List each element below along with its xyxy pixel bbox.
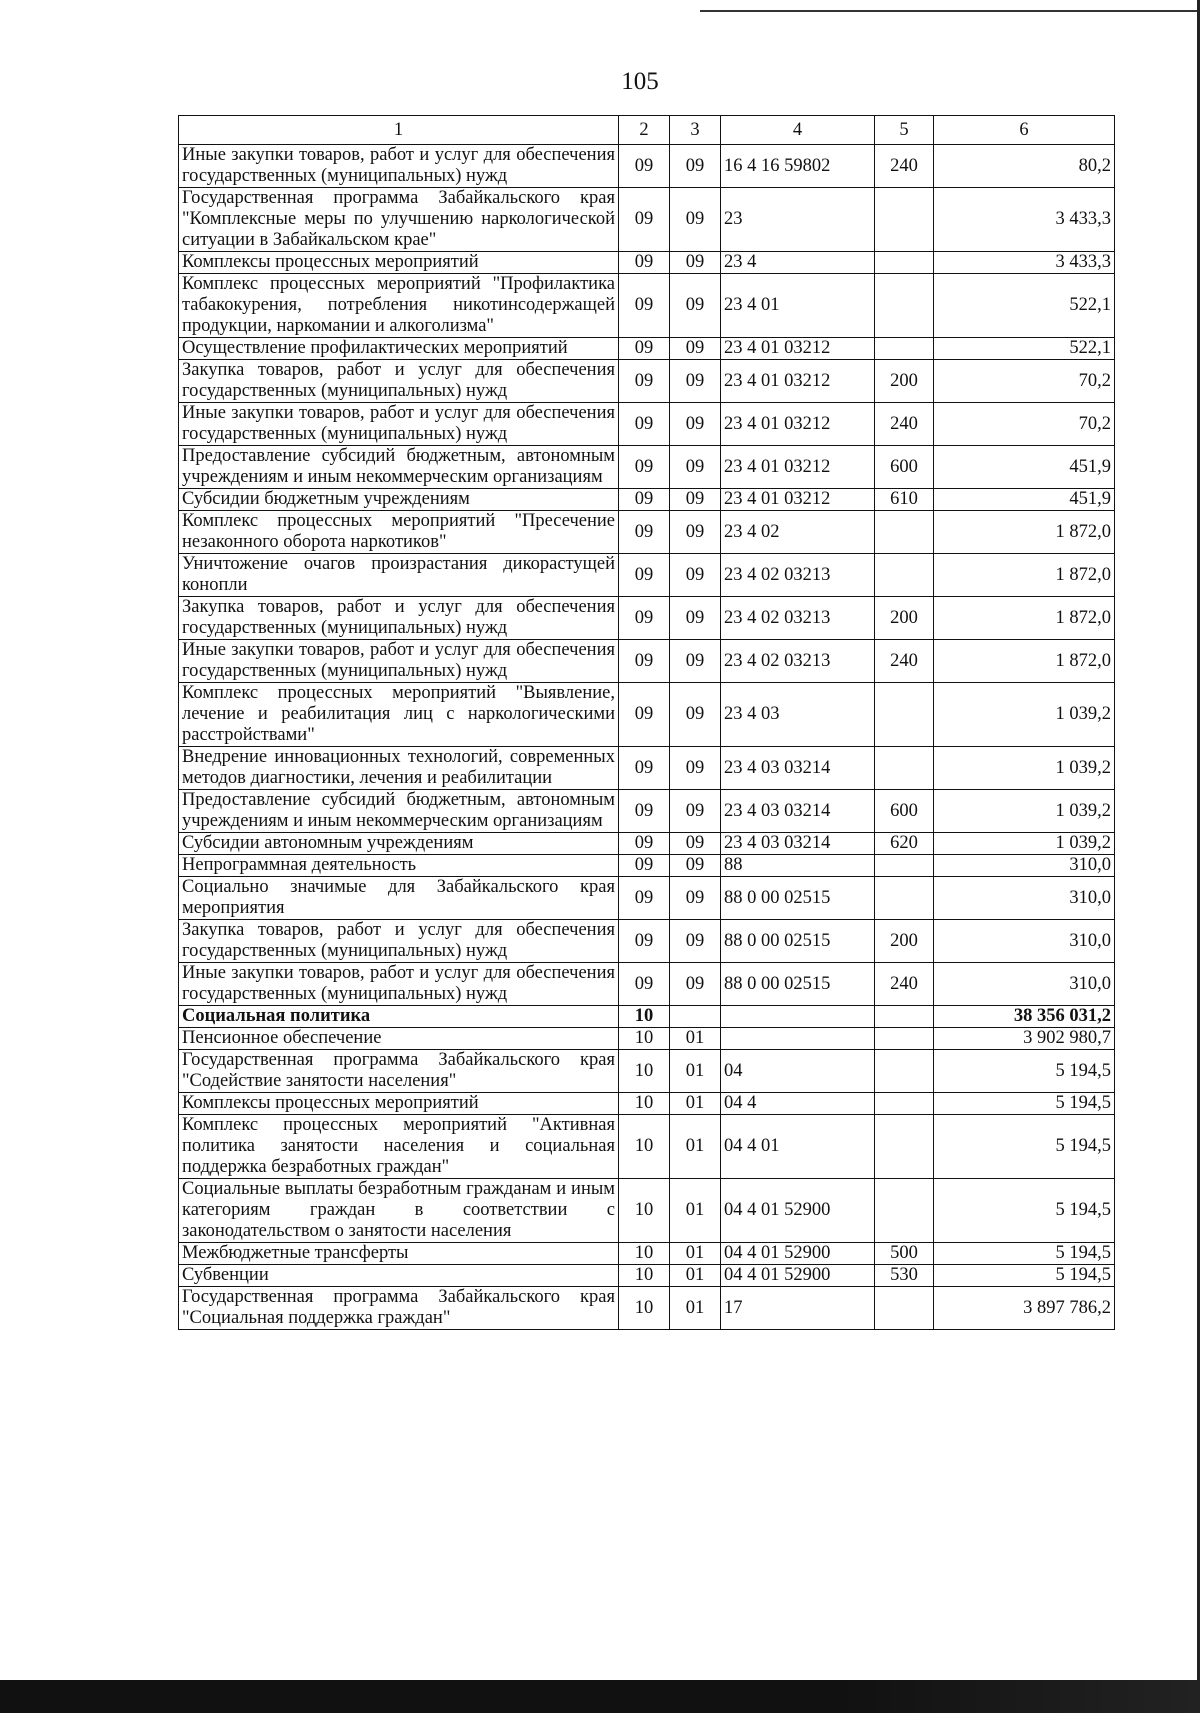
row-amount-cell: 310,0	[934, 877, 1115, 920]
row-name-cell: Комплекс процессных мероприятий "Профилактика табакокурения, потребления никотинсодержащей продукции, наркомании и алкоголизма"	[179, 274, 619, 338]
row-expense-type-cell	[875, 683, 934, 747]
row-expense-type-cell	[875, 511, 934, 554]
row-section-cell: 10	[619, 1006, 670, 1028]
row-subsection-cell: 09	[670, 511, 721, 554]
row-amount-cell: 1 872,0	[934, 640, 1115, 683]
table-row	[179, 274, 1115, 338]
row-expense-type-cell: 600	[875, 446, 934, 489]
row-subsection-cell: 01	[670, 1093, 721, 1115]
row-expense-type-cell: 500	[875, 1243, 934, 1265]
row-amount-cell: 5 194,5	[934, 1243, 1115, 1265]
row-subsection-cell: 09	[670, 747, 721, 790]
table-body	[179, 145, 1115, 1330]
row-section-cell: 09	[619, 360, 670, 403]
row-expense-type-cell: 530	[875, 1265, 934, 1287]
row-target-article-cell: 23 4 02	[721, 511, 875, 554]
row-subsection-cell: 01	[670, 1243, 721, 1265]
row-amount-cell: 1 872,0	[934, 597, 1115, 640]
row-amount-cell: 70,2	[934, 360, 1115, 403]
row-subsection-cell: 09	[670, 790, 721, 833]
row-name-cell: Комплекс процессных мероприятий "Пресечение незаконного оборота наркотиков"	[179, 511, 619, 554]
row-expense-type-cell: 600	[875, 790, 934, 833]
row-name-cell: Непрограммная деятельность	[179, 855, 619, 877]
table-row	[179, 963, 1115, 1006]
row-amount-cell: 310,0	[934, 920, 1115, 963]
row-subsection-cell: 09	[670, 145, 721, 188]
row-target-article-cell	[721, 1028, 875, 1050]
table-row	[179, 1287, 1115, 1330]
row-amount-cell: 451,9	[934, 489, 1115, 511]
row-subsection-cell: 09	[670, 489, 721, 511]
row-name-cell: Государственная программа Забайкальского края "Комплексные меры по улучшению наркологической ситуации в Забайкальском крае"	[179, 188, 619, 252]
column-header-4: 4	[721, 116, 875, 145]
row-amount-cell: 1 872,0	[934, 511, 1115, 554]
table-row	[179, 1050, 1115, 1093]
row-section-cell: 10	[619, 1050, 670, 1093]
row-subsection-cell: 09	[670, 554, 721, 597]
row-amount-cell: 1 872,0	[934, 554, 1115, 597]
row-amount-cell: 522,1	[934, 338, 1115, 360]
row-amount-cell: 38 356 031,2	[934, 1006, 1115, 1028]
row-name-cell: Внедрение инновационных технологий, современных методов диагностики, лечения и реабилитации	[179, 747, 619, 790]
row-section-cell: 10	[619, 1093, 670, 1115]
row-subsection-cell: 09	[670, 640, 721, 683]
row-name-cell: Социальные выплаты безработным гражданам и иным категориям граждан в соответствии с законодательством о занятости населения	[179, 1179, 619, 1243]
row-section-cell: 09	[619, 877, 670, 920]
table-row	[179, 920, 1115, 963]
row-target-article-cell: 23 4 03 03214	[721, 790, 875, 833]
table-row	[179, 252, 1115, 274]
row-target-article-cell: 16 4 16 59802	[721, 145, 875, 188]
table-row	[179, 338, 1115, 360]
row-expense-type-cell: 240	[875, 963, 934, 1006]
row-target-article-cell: 23 4 01	[721, 274, 875, 338]
row-target-article-cell: 23	[721, 188, 875, 252]
row-target-article-cell: 04 4 01 52900	[721, 1243, 875, 1265]
row-expense-type-cell: 200	[875, 920, 934, 963]
row-target-article-cell: 23 4 02 03213	[721, 597, 875, 640]
row-subsection-cell: 09	[670, 252, 721, 274]
row-target-article-cell: 04 4 01 52900	[721, 1265, 875, 1287]
row-section-cell: 10	[619, 1179, 670, 1243]
row-name-cell: Иные закупки товаров, работ и услуг для обеспечения государственных (муниципальных) нужд	[179, 640, 619, 683]
table-row	[179, 1093, 1115, 1115]
row-section-cell: 09	[619, 597, 670, 640]
row-subsection-cell: 01	[670, 1287, 721, 1330]
row-section-cell: 09	[619, 920, 670, 963]
row-target-article-cell: 23 4 02 03213	[721, 554, 875, 597]
table-row	[179, 1006, 1115, 1028]
row-section-cell: 09	[619, 489, 670, 511]
row-target-article-cell: 88	[721, 855, 875, 877]
row-amount-cell: 70,2	[934, 403, 1115, 446]
row-target-article-cell: 88 0 00 02515	[721, 877, 875, 920]
table-row	[179, 360, 1115, 403]
row-expense-type-cell	[875, 338, 934, 360]
row-section-cell: 09	[619, 554, 670, 597]
table-row	[179, 188, 1115, 252]
budget-table	[178, 115, 1115, 1330]
column-header-6: 6	[934, 116, 1115, 145]
row-name-cell: Социально значимые для Забайкальского края мероприятия	[179, 877, 619, 920]
row-subsection-cell: 09	[670, 833, 721, 855]
table-row	[179, 1115, 1115, 1179]
row-name-cell: Государственная программа Забайкальского края "Содействие занятости населения"	[179, 1050, 619, 1093]
row-amount-cell: 5 194,5	[934, 1179, 1115, 1243]
table-row	[179, 446, 1115, 489]
table-row	[179, 833, 1115, 855]
row-expense-type-cell	[875, 1179, 934, 1243]
row-name-cell: Комплексы процессных мероприятий	[179, 252, 619, 274]
scan-bottom-bar	[0, 1680, 1200, 1713]
row-expense-type-cell	[875, 747, 934, 790]
row-subsection-cell: 01	[670, 1115, 721, 1179]
row-name-cell: Закупка товаров, работ и услуг для обеспечения государственных (муниципальных) нужд	[179, 360, 619, 403]
row-target-article-cell: 04 4 01 52900	[721, 1179, 875, 1243]
row-expense-type-cell	[875, 1093, 934, 1115]
header-row	[179, 116, 1115, 145]
row-name-cell: Комплекс процессных мероприятий "Выявление, лечение и реабилитация лиц с наркологическими расстройствами"	[179, 683, 619, 747]
row-name-cell: Иные закупки товаров, работ и услуг для обеспечения государственных (муниципальных) нужд	[179, 963, 619, 1006]
row-subsection-cell: 09	[670, 855, 721, 877]
row-section-cell: 09	[619, 338, 670, 360]
row-subsection-cell: 01	[670, 1179, 721, 1243]
row-subsection-cell	[670, 1006, 721, 1028]
table-row	[179, 1179, 1115, 1243]
row-section-cell: 09	[619, 683, 670, 747]
row-amount-cell: 5 194,5	[934, 1265, 1115, 1287]
row-subsection-cell: 09	[670, 188, 721, 252]
row-subsection-cell: 09	[670, 360, 721, 403]
row-target-article-cell	[721, 1006, 875, 1028]
row-subsection-cell: 09	[670, 403, 721, 446]
row-name-cell: Иные закупки товаров, работ и услуг для обеспечения государственных (муниципальных) нужд	[179, 403, 619, 446]
row-amount-cell: 451,9	[934, 446, 1115, 489]
row-target-article-cell: 23 4 03 03214	[721, 747, 875, 790]
row-expense-type-cell	[875, 1287, 934, 1330]
table-row	[179, 1028, 1115, 1050]
row-target-article-cell: 23 4 01 03212	[721, 403, 875, 446]
column-header-3: 3	[670, 116, 721, 145]
row-amount-cell: 1 039,2	[934, 790, 1115, 833]
row-section-cell: 09	[619, 511, 670, 554]
row-amount-cell: 3 897 786,2	[934, 1287, 1115, 1330]
table-row	[179, 855, 1115, 877]
row-name-cell: Осуществление профилактических мероприятий	[179, 338, 619, 360]
table-row	[179, 597, 1115, 640]
row-section-cell: 10	[619, 1287, 670, 1330]
row-name-cell: Пенсионное обеспечение	[179, 1028, 619, 1050]
row-section-cell: 10	[619, 1115, 670, 1179]
row-expense-type-cell	[875, 252, 934, 274]
row-subsection-cell: 01	[670, 1050, 721, 1093]
table-row	[179, 145, 1115, 188]
page-number: 105	[621, 68, 659, 95]
row-expense-type-cell	[875, 1028, 934, 1050]
row-subsection-cell: 09	[670, 597, 721, 640]
row-expense-type-cell: 200	[875, 597, 934, 640]
row-subsection-cell: 09	[670, 920, 721, 963]
row-expense-type-cell	[875, 1115, 934, 1179]
row-expense-type-cell: 240	[875, 145, 934, 188]
row-name-cell: Субсидии бюджетным учреждениям	[179, 489, 619, 511]
row-amount-cell: 5 194,5	[934, 1050, 1115, 1093]
row-expense-type-cell	[875, 855, 934, 877]
row-section-cell: 09	[619, 274, 670, 338]
table-row	[179, 489, 1115, 511]
row-name-cell: Государственная программа Забайкальского края "Социальная поддержка граждан"	[179, 1287, 619, 1330]
row-section-cell: 09	[619, 188, 670, 252]
row-target-article-cell: 88 0 00 02515	[721, 963, 875, 1006]
row-subsection-cell: 01	[670, 1028, 721, 1050]
row-section-cell: 09	[619, 790, 670, 833]
row-amount-cell: 3 902 980,7	[934, 1028, 1115, 1050]
row-name-cell: Субвенции	[179, 1265, 619, 1287]
row-name-cell: Предоставление субсидий бюджетным, автономным учреждениям и иным некоммерческим организациям	[179, 790, 619, 833]
row-name-cell: Комплекс процессных мероприятий "Активная политика занятости населения и социальная поддержка безработных граждан"	[179, 1115, 619, 1179]
row-target-article-cell: 23 4 03	[721, 683, 875, 747]
table-row	[179, 511, 1115, 554]
row-name-cell: Уничтожение очагов произрастания дикорастущей конопли	[179, 554, 619, 597]
table-row	[179, 403, 1115, 446]
row-amount-cell: 310,0	[934, 855, 1115, 877]
column-header-2: 2	[619, 116, 670, 145]
row-target-article-cell: 17	[721, 1287, 875, 1330]
row-target-article-cell: 23 4 01 03212	[721, 446, 875, 489]
row-name-cell: Закупка товаров, работ и услуг для обеспечения государственных (муниципальных) нужд	[179, 597, 619, 640]
row-section-cell: 09	[619, 252, 670, 274]
table-row	[179, 554, 1115, 597]
row-name-cell: Социальная политика	[179, 1006, 619, 1028]
row-subsection-cell: 01	[670, 1265, 721, 1287]
row-section-cell: 09	[619, 403, 670, 446]
row-section-cell: 09	[619, 640, 670, 683]
row-target-article-cell: 88 0 00 02515	[721, 920, 875, 963]
row-section-cell: 09	[619, 446, 670, 489]
column-header-1: 1	[179, 116, 619, 145]
row-target-article-cell: 04	[721, 1050, 875, 1093]
table-row	[179, 640, 1115, 683]
row-section-cell: 09	[619, 963, 670, 1006]
row-expense-type-cell: 620	[875, 833, 934, 855]
table-row	[179, 1243, 1115, 1265]
row-amount-cell: 5 194,5	[934, 1093, 1115, 1115]
row-amount-cell: 3 433,3	[934, 252, 1115, 274]
row-section-cell: 09	[619, 855, 670, 877]
table-row	[179, 790, 1115, 833]
row-expense-type-cell	[875, 274, 934, 338]
row-name-cell: Межбюджетные трансферты	[179, 1243, 619, 1265]
table-row	[179, 877, 1115, 920]
row-section-cell: 10	[619, 1243, 670, 1265]
row-section-cell: 09	[619, 145, 670, 188]
table-row	[179, 683, 1115, 747]
row-expense-type-cell	[875, 1050, 934, 1093]
row-expense-type-cell: 240	[875, 640, 934, 683]
row-subsection-cell: 09	[670, 877, 721, 920]
row-name-cell: Предоставление субсидий бюджетным, автономным учреждениям и иным некоммерческим организациям	[179, 446, 619, 489]
row-amount-cell: 522,1	[934, 274, 1115, 338]
row-expense-type-cell: 240	[875, 403, 934, 446]
row-amount-cell: 310,0	[934, 963, 1115, 1006]
row-expense-type-cell	[875, 188, 934, 252]
row-amount-cell: 1 039,2	[934, 833, 1115, 855]
table-row	[179, 747, 1115, 790]
row-target-article-cell: 23 4	[721, 252, 875, 274]
row-target-article-cell: 23 4 02 03213	[721, 640, 875, 683]
row-target-article-cell: 04 4	[721, 1093, 875, 1115]
row-target-article-cell: 23 4 01 03212	[721, 338, 875, 360]
row-expense-type-cell	[875, 1006, 934, 1028]
row-subsection-cell: 09	[670, 446, 721, 489]
row-section-cell: 09	[619, 747, 670, 790]
column-header-5: 5	[875, 116, 934, 145]
row-subsection-cell: 09	[670, 338, 721, 360]
scan-top-line	[700, 10, 1200, 12]
row-subsection-cell: 09	[670, 683, 721, 747]
row-target-article-cell: 23 4 01 03212	[721, 489, 875, 511]
row-name-cell: Иные закупки товаров, работ и услуг для обеспечения государственных (муниципальных) нужд	[179, 145, 619, 188]
row-expense-type-cell: 200	[875, 360, 934, 403]
row-section-cell: 09	[619, 833, 670, 855]
row-amount-cell: 1 039,2	[934, 683, 1115, 747]
row-name-cell: Субсидии автономным учреждениям	[179, 833, 619, 855]
row-expense-type-cell: 610	[875, 489, 934, 511]
row-target-article-cell: 23 4 01 03212	[721, 360, 875, 403]
row-name-cell: Закупка товаров, работ и услуг для обеспечения государственных (муниципальных) нужд	[179, 920, 619, 963]
row-section-cell: 10	[619, 1028, 670, 1050]
row-amount-cell: 80,2	[934, 145, 1115, 188]
row-subsection-cell: 09	[670, 274, 721, 338]
row-expense-type-cell	[875, 554, 934, 597]
table-row	[179, 1265, 1115, 1287]
row-amount-cell: 3 433,3	[934, 188, 1115, 252]
row-amount-cell: 1 039,2	[934, 747, 1115, 790]
row-expense-type-cell	[875, 877, 934, 920]
row-name-cell: Комплексы процессных мероприятий	[179, 1093, 619, 1115]
row-target-article-cell: 23 4 03 03214	[721, 833, 875, 855]
row-subsection-cell: 09	[670, 963, 721, 1006]
row-section-cell: 10	[619, 1265, 670, 1287]
row-amount-cell: 5 194,5	[934, 1115, 1115, 1179]
row-target-article-cell: 04 4 01	[721, 1115, 875, 1179]
